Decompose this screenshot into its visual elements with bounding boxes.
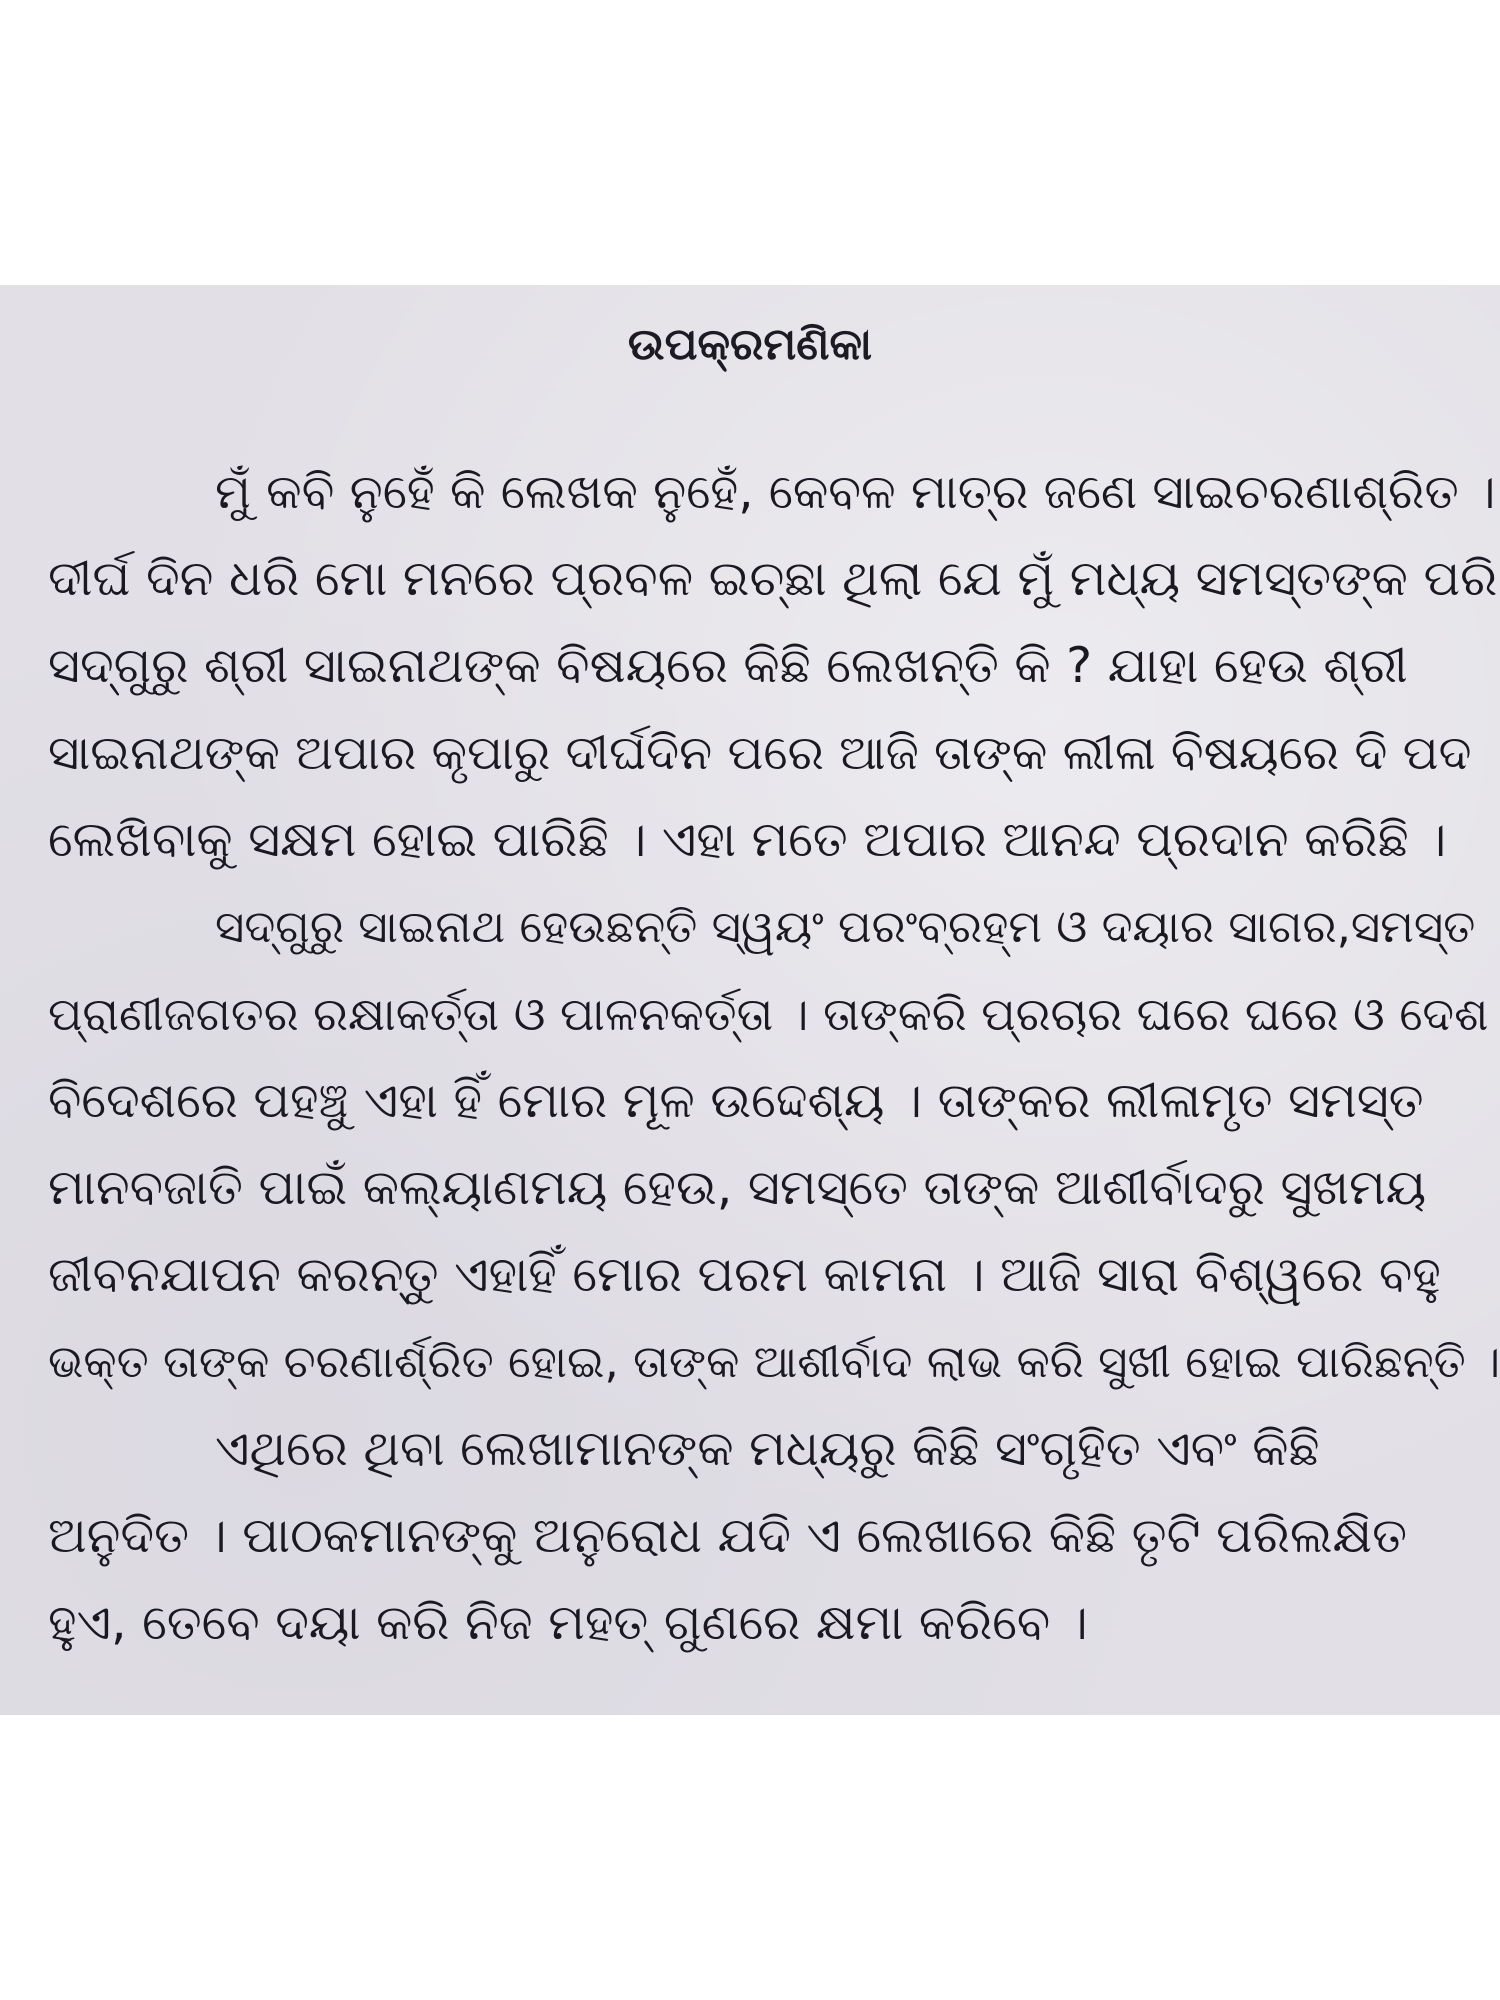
paragraph-1-line-3: ସଦ୍‌ଗୁରୁ ଶ୍ରୀ ସାଇନାଥଙ୍କ ବିଷୟରେ କିଛି ଲେଖନ୍ତି କି ? ଯାହା ହେଉ ଶ୍ରୀ	[48, 637, 1408, 694]
paragraph-3-line-2: ଅନୁଦିତ । ପାଠକମାନଙ୍କୁ ଅନୁରୋଧ ଯଦି ଏ ଲେଖାରେ କିଛି ତୃଟି ପରିଲକ୍ଷିତ	[48, 1507, 1408, 1564]
paragraph-1-line-1: ମୁଁ କବି ନୁହେଁ କି ଲେଖକ ନୁହେଁ, କେବଳ ମାତ୍ର ଜଣେ ସାଇଚରଣାଶ୍ରିତ ।	[215, 464, 1496, 520]
paragraph-2-line-3: ବିଦେଶରେ ପହଞ୍ଚୁ ଏହା ହିଁ ମୋର ମୂଳ ଉଦ୍ଦେଶ୍ୟ । ତାଙ୍କର ଲୀଳାମୃତ ସମସ୍ତ	[48, 1072, 1424, 1129]
page-title: ଉପକ୍ରମଣିକା	[627, 319, 873, 370]
paragraph-1-line-2: ଦୀର୍ଘ ଦିନ ଧରି ମୋ ମନରେ ପ୍ରବଳ ଇଚ୍ଛା ଥିଲା ଯେ ମୁଁ ମଧ୍ୟ ସମସ୍ତଙ୍କ ପରି	[48, 550, 1498, 607]
scanned-page	[0, 285, 1500, 1715]
paragraph-3-line-3: ହୁଏ, ତେବେ ଦୟା କରି ନିଜ ମହତ୍ ଗୁଣରେ କ୍ଷମା କରିବେ ।	[48, 1594, 1088, 1651]
paragraph-1-line-5: ଲେଖିବାକୁ ସକ୍ଷମ ହୋଇ ପାରିଛି । ଏହା ମତେ ଅପାର ଆନନ୍ଦ ପ୍ରଦାନ କରିଛି ।	[48, 811, 1447, 868]
paragraph-2-line-1: ସଦ୍‌ଗୁରୁ ସାଇନାଥ ହେଉଛନ୍ତି ସ୍ୱୟଂ ପରଂବ୍ରହ୍ମ ଓ ଦୟାର ସାଗର,ସମସ୍ତ	[215, 900, 1476, 953]
paragraph-2-line-6: ଭକ୍ତ ତାଙ୍କ ଚରଣାର୍ଶ୍ରିତ ହୋଇ, ତାଙ୍କ ଆଶୀର୍ବାଦ ଲାଭ କରି ସୁଖୀ ହୋଇ ପାରିଛନ୍ତି ।	[48, 1335, 1500, 1388]
show-through-text	[60, 395, 73, 441]
paragraph-2-line-4: ମାନବଜାତି ପାଇଁ କଲ୍ୟାଣମୟ ହେଉ, ସମସ୍ତେ ତାଙ୍କ ଆଶୀର୍ବାଦରୁ ସୁଖମୟ	[48, 1159, 1427, 1216]
paragraph-3-line-1: ଏଥିରେ ଥିବା ଲେଖାମାନଙ୍କ ମଧ୍ୟରୁ କିଛି ସଂଗୃହିତ ଏବଂ କିଛି	[215, 1420, 1320, 1477]
paragraph-1-line-4: ସାଇନାଥଙ୍କ ଅପାର କୃପାରୁ ଦୀର୍ଘଦିନ ପରେ ଆଜି ତାଙ୍କ ଲୀଳା ବିଷୟରେ ଦି ପଦ	[48, 725, 1472, 781]
paragraph-2-line-5: ଜୀବନଯାପନ କରନ୍ତୁ ଏହାହିଁ ମୋର ପରମ କାମନା । ଆଜି ସାରା ବିଶ୍ୱରେ ବହୁ	[48, 1246, 1441, 1303]
paragraph-2-line-2: ପ୍ରାଣୀଜଗତର ରକ୍ଷାକର୍ତ୍ତା ଓ ପାଳନକର୍ତ୍ତା । ତାଙ୍କରି ପ୍ରଚାର ଘରେ ଘରେ ଓ ଦେଶ	[48, 987, 1489, 1041]
